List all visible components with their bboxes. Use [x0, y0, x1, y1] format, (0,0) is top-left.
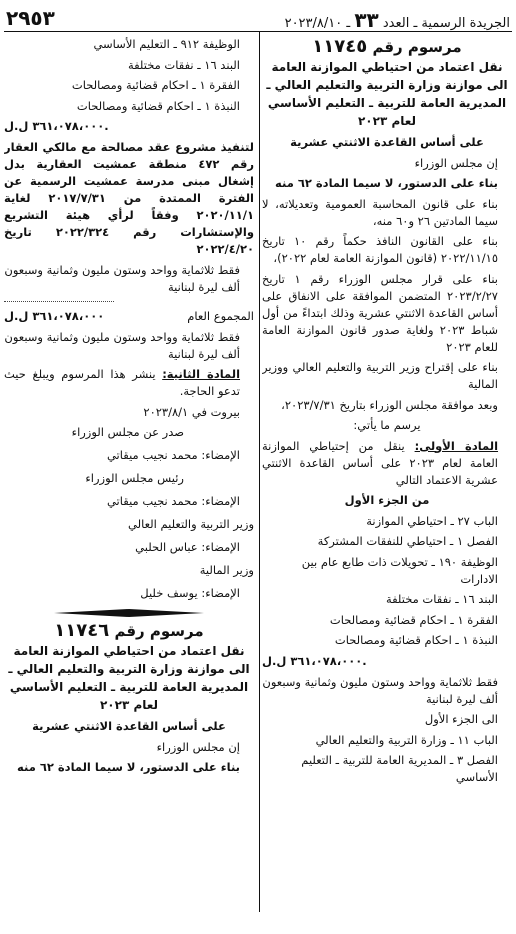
section-3: الفصل ٣ ـ المديرية العامة للتربية ـ التعليم الأساسي [301, 753, 498, 784]
decree-heading [262, 38, 512, 56]
article-one [262, 438, 512, 489]
total-row [4, 308, 254, 325]
article-two-label: المادة الثانية: [162, 367, 241, 381]
part-one-from: من الجزء الأول [344, 493, 430, 507]
council-line: إن مجلس الوزراء [414, 155, 498, 170]
amount: ٣٦١،٠٧٨،٠٠٠ ل.ل. [4, 119, 109, 133]
council-line-2: إن مجلس الوزراء [156, 739, 240, 754]
left-column [4, 36, 254, 780]
edu-minister-title: وزير التربية والتعليم العالي [127, 517, 254, 531]
paragraph-1: الفقرة ١ ـ احكام قضائية ومصالحات [71, 78, 240, 92]
constitution-line: بناء على الدستور، لا سيما المادة ٦٢ منه [275, 176, 498, 190]
preamble-budget-law: بناء على القانون النافذ حكماً رقم ١٠ تاريخ ٢٠٢٢/١١/١٥ (قانون الموازنة العامة لعام ٢٠٢٢)، [262, 234, 498, 265]
page-header [0, 0, 516, 32]
decree-number: ١١٧٤٥ [312, 36, 368, 57]
preamble-accounting-law: بناء على قانون المحاسبة العمومية وتعديلاته، لا سيما المادتين ٢٦ و٦٠ منه، [262, 196, 498, 228]
article-two-text: ينشر هذا المرسوم ويبلغ حيث تدعو الحاجة. [4, 367, 240, 398]
decree-2-number: ١١٧٤٦ [54, 620, 110, 641]
page-number: ٢٩٥٣ [6, 6, 55, 30]
signature-fin-minister: الإمضاء: يوسف خليل [140, 586, 240, 600]
right-column [262, 36, 512, 790]
separator-dots [4, 300, 114, 302]
amount-in-words: فقط ثلاثماية وواحد وستون مليون وثمانية وسبعون ألف ليرة لبنانية [4, 262, 240, 294]
function-190: الوظيفة ١٩٠ ـ تحويلات ذات طابع عام بين الادارات [301, 554, 498, 586]
amount-in-words: فقط ثلاثماية وواحد وستون مليون وثمانية وسبعون ألف ليرة لبنانية [262, 674, 498, 706]
part-one-to: الى الجزء الأول [424, 712, 498, 726]
constitution-line-2: بناء على الدستور، لا سيما المادة ٦٢ منه [17, 760, 240, 774]
decree-label: مرسوم رقم [372, 38, 462, 56]
decrees-line: يرسم ما يأتي: [353, 418, 421, 432]
issue-number: ٣٣ [354, 8, 379, 32]
sub-item-1: النبذة ١ ـ احكام قضائية ومصالحات [334, 633, 498, 647]
sub-item-1: النبذة ١ ـ احكام قضائية ومصالحات [76, 98, 240, 113]
chapter-11: الباب ١١ ـ وزارة التربية والتعليم العالي [315, 732, 498, 747]
decree-2-label: مرسوم رقم [114, 622, 204, 640]
article-one-text: ينقل من إحتياطي الموازنة العامة لعام ٢٠٢٣ على أساس القاعدة الاثنتي عشرية الاعتماد التالي [262, 438, 498, 487]
section-1: الفصل ١ ـ احتياطي للنفقات المشتركة [317, 534, 498, 548]
item-16: البند ١٦ ـ نفقات مختلفة [385, 592, 498, 606]
article-one-label: المادة الأولى: [414, 438, 499, 453]
total-label: المجموع العام [187, 308, 254, 323]
decree-2-title: نقل اعتماد من احتياطي الموازنة العامة الى موازنة وزارة التربية والتعليم العالي ـ المديرية العامة للتربية ـ التعليم الأساسي لعام ٢٠٢٣ [8, 644, 250, 712]
purpose-text: لتنفيذ مشروع عقد مصالحة مع مالكي العقار رقم ٤٧٢ منطقة عمشيت العقارية بدل إشغال مبنى مدرسة عمشيت الرسمية عن الفترة الممتدة من ٢٠١٧/٧/٣١ لغاية ٢٠٢٠/١١/١ وفقاً لرأي هيئة التشريع والإستشارات رقم ٢٠٢٢/٣٢٤ تاريخ ٢٠٢٢/٤/٢٠ [4, 140, 254, 256]
issued-by: صدر عن مجلس الوزراء [71, 425, 184, 439]
section-separator [4, 608, 254, 618]
decree-2-heading [4, 622, 254, 640]
signature-edu-minister: الإمضاء: عباس الحلبي [135, 540, 240, 554]
preamble-proposal: بناء على إقتراح وزير التربية والتعليم العالي ووزير المالية [262, 360, 498, 391]
item-16: البند ١٦ ـ نفقات مختلفة [127, 57, 240, 72]
total-amount: ٣٦١،٠٧٨،٠٠٠ ل.ل [4, 308, 105, 323]
issue-date: ـ ٢٠٢٣/٨/١٠ [284, 16, 351, 31]
amount: ٣٦١،٠٧٨،٠٠٠ ل.ل. [262, 653, 367, 668]
gazette-heading [285, 8, 510, 32]
signature-pm: الإمضاء: محمد نجيب ميقاتي [106, 494, 240, 508]
column-divider [259, 32, 260, 912]
paragraph-1: الفقرة ١ ـ احكام قضائية ومصالحات [329, 612, 498, 627]
signature-president: الإمضاء: محمد نجيب ميقاتي [106, 448, 240, 462]
header-divider [4, 31, 512, 32]
place-date: بيروت في ٢٠٢٣/٨/١ [143, 404, 240, 419]
total-in-words: فقط ثلاثماية وواحد وستون مليون وثمانية وسبعون ألف ليرة لبنانية [4, 329, 240, 361]
pm-title: رئيس مجلس الوزراء [85, 471, 184, 485]
chapter-27: الباب ٢٧ ـ احتياطي الموازنة [366, 513, 498, 528]
preamble-council-decision: بناء على قرار مجلس الوزراء رقم ١ تاريخ ٢٠٢٣/٢/٢٧ المتضمن الموافقة على الانفاق على أساس القاعدة الاثنتي عشرية وذلك ابتداءً من أول شباط ٢٠٢٣ ولغاية صدور قانون الموازنة العامة للعام ٢٠٢٣ [262, 271, 498, 354]
decree-title: نقل اعتماد من احتياطي الموازنة العامة الى موازنة وزارة التربية والتعليم العالي ـ المديرية العامة للتربية ـ التعليم الأساسي لعام ٢٠٢٣ [266, 60, 508, 128]
decree-basis: على أساس القاعدة الاثنتي عشرية [290, 135, 484, 149]
fin-minister-title: وزير المالية [199, 563, 254, 577]
preamble-approval: وبعد موافقة مجلس الوزراء بتاريخ ٢٠٢٣/٧/٣١، [281, 397, 498, 412]
decree-2-basis: على أساس القاعدة الاثنتي عشرية [32, 719, 226, 733]
gazette-title: الجريدة الرسمية ـ العدد [382, 16, 510, 31]
function-912: الوظيفة ٩١٢ ـ التعليم الأساسي [93, 37, 240, 51]
article-two [4, 366, 254, 400]
